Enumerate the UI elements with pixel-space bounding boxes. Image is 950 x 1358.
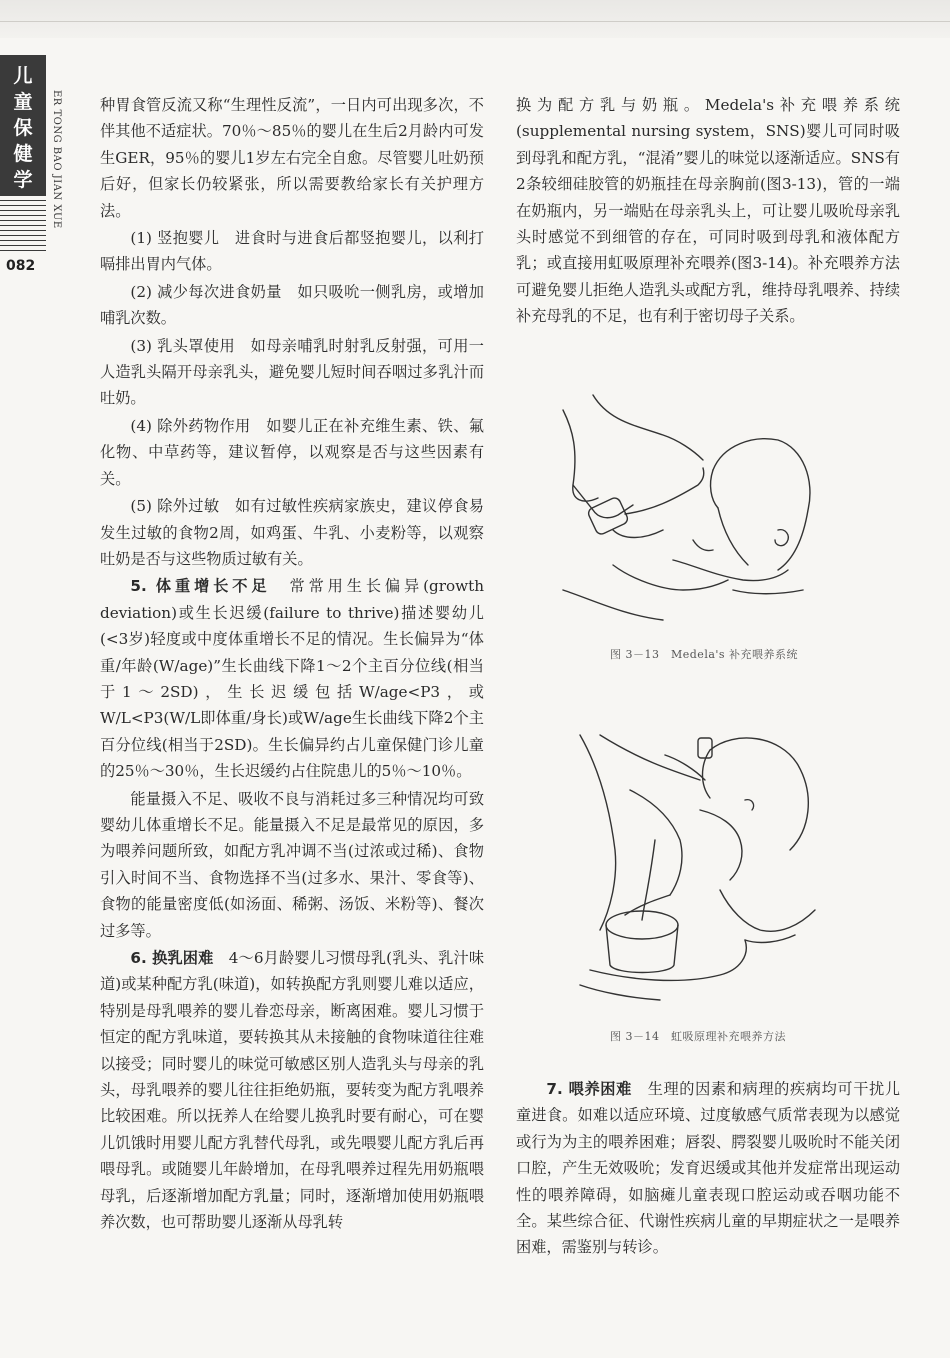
side-pinyin: ER TONG BAO JIAN XUE [51,90,62,229]
right-column-bottom [516,1076,900,1261]
paragraph: (5) 除外过敏 如有过敏性疾病家族史，建议停食易发生过敏的食物2周，如鸡蛋、牛乳、小麦粉等，以观察吐奶是否与这些物质过敏有关。 [100,497,484,568]
figure-3-13 [553,390,813,628]
paragraph: 种胃食管反流又称“生理性反流”，一日内可出现多次，不伴其他不适症状。70％～85％的婴儿在生后2月龄内可发生GER，95％的婴儿1岁左右完全自愈。尽管婴儿吐奶预后好，但家长仍较紧张，所以需要教给家长有关护理方法。 [100,96,484,220]
figure-caption: 图 3－14 虹吸原理补充喂养方法 [610,1030,786,1043]
illustration-sns-feeding [553,390,813,628]
page-number: 082 [6,258,36,274]
illustration-siphon-feeding [570,730,820,1002]
paragraph: (1) 竖抱婴儿 进食时与进食后都竖抱婴儿，以利打嗝排出胃内气体。 [100,229,484,274]
top-rule [0,21,950,22]
section-text: 4～6月龄婴儿习惯母乳(乳头、乳汁味道)或某种配方乳(味道)，如转换配方乳则婴儿难以适应，特别是母乳喂养的婴儿眷恋母亲，断离困难。婴儿习惯于恒定的配方乳味道，要转换其从未接触的食物味道往往难以接受；同时婴儿的味觉可敏感区别人造乳头与母亲的乳头，母乳喂养的婴儿往往拒绝奶瓶，要转变为配方乳喂养比较困难。所以抚养人在给婴儿换乳时要有耐心，可在婴儿饥饿时用婴儿配方乳替代母乳，或先喂婴儿配方乳后再喂母乳。或随婴儿年龄增加，在母乳喂养过程先用奶瓶喂母乳，后逐渐增加配方乳量；同时，逐渐增加使用奶瓶喂养次数，也可帮助婴儿逐渐从母乳转 [100,949,485,1232]
figure-caption: 图 3－13 Medela's 补充喂养系统 [610,648,799,661]
section-heading: 5. 体重增长不足 [130,577,271,596]
side-title-char: 童 [13,91,33,113]
paragraph: 能量摄入不足、吸收不良与消耗过多三种情况均可致婴幼儿体重增长不足。能量摄入不足是最常见的原因，多为喂养问题所致，如配方乳冲调不当(过浓或过稀)、食物引入时间不当、食物选择不当(过多水、果汁、零食等)、食物的能量密度低(如汤面、稀粥、汤饭、米粉等)、餐次过多等。 [100,789,484,940]
section-text: 生理的因素和病理的疾病均可干扰儿童进食。如难以适应环境、过度敏感气质常表现为以感觉或行为为主的喂养困难；唇裂、腭裂婴儿吸吮时不能关闭口腔，产生无效吸吮；发育迟缓或其他并发症常出现运动性的喂养障碍，如脑瘫儿童表现口腔运动或吞咽功能不全。某些综合征、代谢性疾病儿童的早期症状之一是喂养困难，需鉴别与转诊。 [516,1080,901,1257]
right-column [516,92,900,330]
paragraph: (3) 乳头罩使用 如母亲哺乳时射乳反射强，可用一人造乳头隔开母亲乳头，避免婴儿短时间吞咽过多乳汁而吐奶。 [100,336,484,408]
side-stripes [0,195,46,253]
side-title-char: 保 [13,117,33,139]
section-6 [100,945,484,1235]
figure-3-14 [570,730,820,1002]
section-heading: 6. 换乳困难 [130,949,214,967]
section-text: 常常用生长偏异(growth deviation)或生长迟缓(failure to thrive)描述婴幼儿(<3岁)轻度或中度体重增长不足的情况。生长偏异为“体重/年龄(W/age)”生长曲线下降1～2个主百分位线(相当于1～2SD)，生长迟缓包括W/age<P3，或W/L<P3(W/L即体重/身长)或W/age生长曲线下降2个主百分位线(相当于2SD)。生长偏异约占儿童保健门诊儿童的25％～30％，生长迟缓约占住院患儿的5％～10％。 [100,577,485,781]
paragraph: 换为配方乳与奶瓶。Medela's补充喂养系统(supplemental nursing system，SNS)婴儿可同时吸到母乳和配方乳，“混淆”婴儿的味觉以逐渐适应。SNS有2条较细硅胶管的奶瓶挂在母亲胸前(图3-13)，管的一端在奶瓶内，另一端贴在母亲乳头上，可让婴儿吸吮母亲乳头时感觉不到细管的存在，可同时吸到母乳和液体配方乳；或直接用虹吸原理补充喂养(图3-14)。补充喂养方法可避免婴儿拒绝人造乳头或配方乳，维持母乳喂养、持续补充母乳的不足，也有利于密切母子关系。 [516,96,900,326]
section-5 [100,573,484,784]
side-title-char: 健 [13,143,33,165]
section-7 [516,1076,900,1261]
side-title-char: 学 [13,169,33,191]
left-column [100,92,484,1235]
side-title-char: 儿 [13,65,33,87]
side-title-tab [0,55,46,195]
section-heading: 7. 喂养困难 [546,1080,632,1098]
paragraph: (2) 减少每次进食奶量 如只吸吮一侧乳房，或增加哺乳次数。 [100,282,484,328]
paragraph: (4) 除外药物作用 如婴儿正在补充维生素、铁、氟化物、中草药等，建议暂停，以观察是否与这些因素有关。 [100,416,484,488]
top-banner [0,0,950,38]
